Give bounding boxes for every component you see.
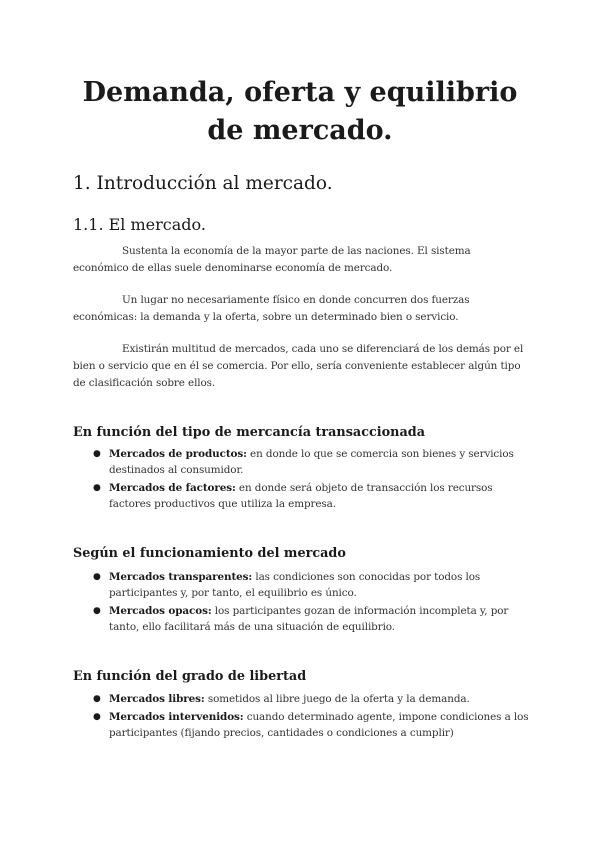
- section-heading-intro: 1. Introducción al mercado.: [73, 173, 333, 194]
- list-item: [93, 480, 530, 512]
- item-term: Mercados intervenidos:: [109, 711, 244, 723]
- list-item: [93, 603, 530, 635]
- bullet-icon: ●: [93, 483, 101, 493]
- item-term: Mercados transparentes:: [109, 571, 253, 583]
- item-text: las condiciones son conocidas por todos los participantes y, por tanto, el equilibrio es único.: [109, 571, 481, 599]
- item-term: Mercados de productos:: [109, 448, 247, 460]
- list-item: [93, 691, 530, 707]
- bullet-icon: ●: [93, 694, 101, 704]
- item-term: Mercados de factores:: [109, 482, 236, 494]
- item-term: Mercados opacos:: [109, 605, 212, 617]
- group-heading-tipo-mercancia: En función del tipo de mercancía transaccionada: [73, 425, 426, 440]
- list-libertad: [93, 691, 530, 743]
- list-tipo-mercancia: [93, 446, 530, 514]
- document-title: Demanda, oferta y equilibrio de mercado.: [82, 77, 518, 146]
- list-item: [93, 709, 530, 741]
- item-text: sometidos al libre juego de la oferta y la demanda.: [204, 693, 470, 705]
- list-funcionamiento: [93, 569, 530, 637]
- list-item: [93, 569, 530, 601]
- group-heading-libertad: En función del grado de libertad: [73, 669, 307, 684]
- group-heading-funcionamiento: Según el funcionamiento del mercado: [73, 546, 346, 561]
- item-text: los participantes gozan de información incompleta y, por tanto, ello facilitará más de una situación de equilibrio.: [109, 605, 509, 633]
- item-text: en donde lo que se comercia son bienes y servicios destinados al consumidor.: [109, 448, 514, 476]
- bullet-icon: ●: [93, 449, 101, 459]
- paragraph-3: Existirán multitud de mercados, cada uno se diferenciará de los demás por el bien o servicio que en él se comercia. Por ello, sería conveniente establecer algún tipo de clasificación sobre ellos.: [73, 343, 524, 389]
- subsection-heading-mercado: 1.1. El mercado.: [73, 215, 206, 234]
- bullet-icon: ●: [93, 712, 101, 722]
- list-item: [93, 446, 530, 478]
- item-text: en donde será objeto de transacción los recursos factores productivos que utiliza la empresa.: [109, 482, 493, 510]
- paragraph-2: Un lugar no necesariamente físico en donde concurren dos fuerzas económicas: la demanda y la oferta, sobre un determinado bien o servicio.: [73, 294, 470, 323]
- bullet-icon: ●: [93, 606, 101, 616]
- paragraph-1: Sustenta la economía de la mayor parte de las naciones. El sistema económico de ellas suele denominarse economía de mercado.: [73, 245, 471, 274]
- item-term: Mercados libres:: [109, 693, 205, 705]
- bullet-icon: ●: [93, 572, 101, 582]
- item-text: cuando determinado agente, impone condiciones a los participantes (fijando precios, cantidades o condiciones a cumplir): [109, 711, 529, 739]
